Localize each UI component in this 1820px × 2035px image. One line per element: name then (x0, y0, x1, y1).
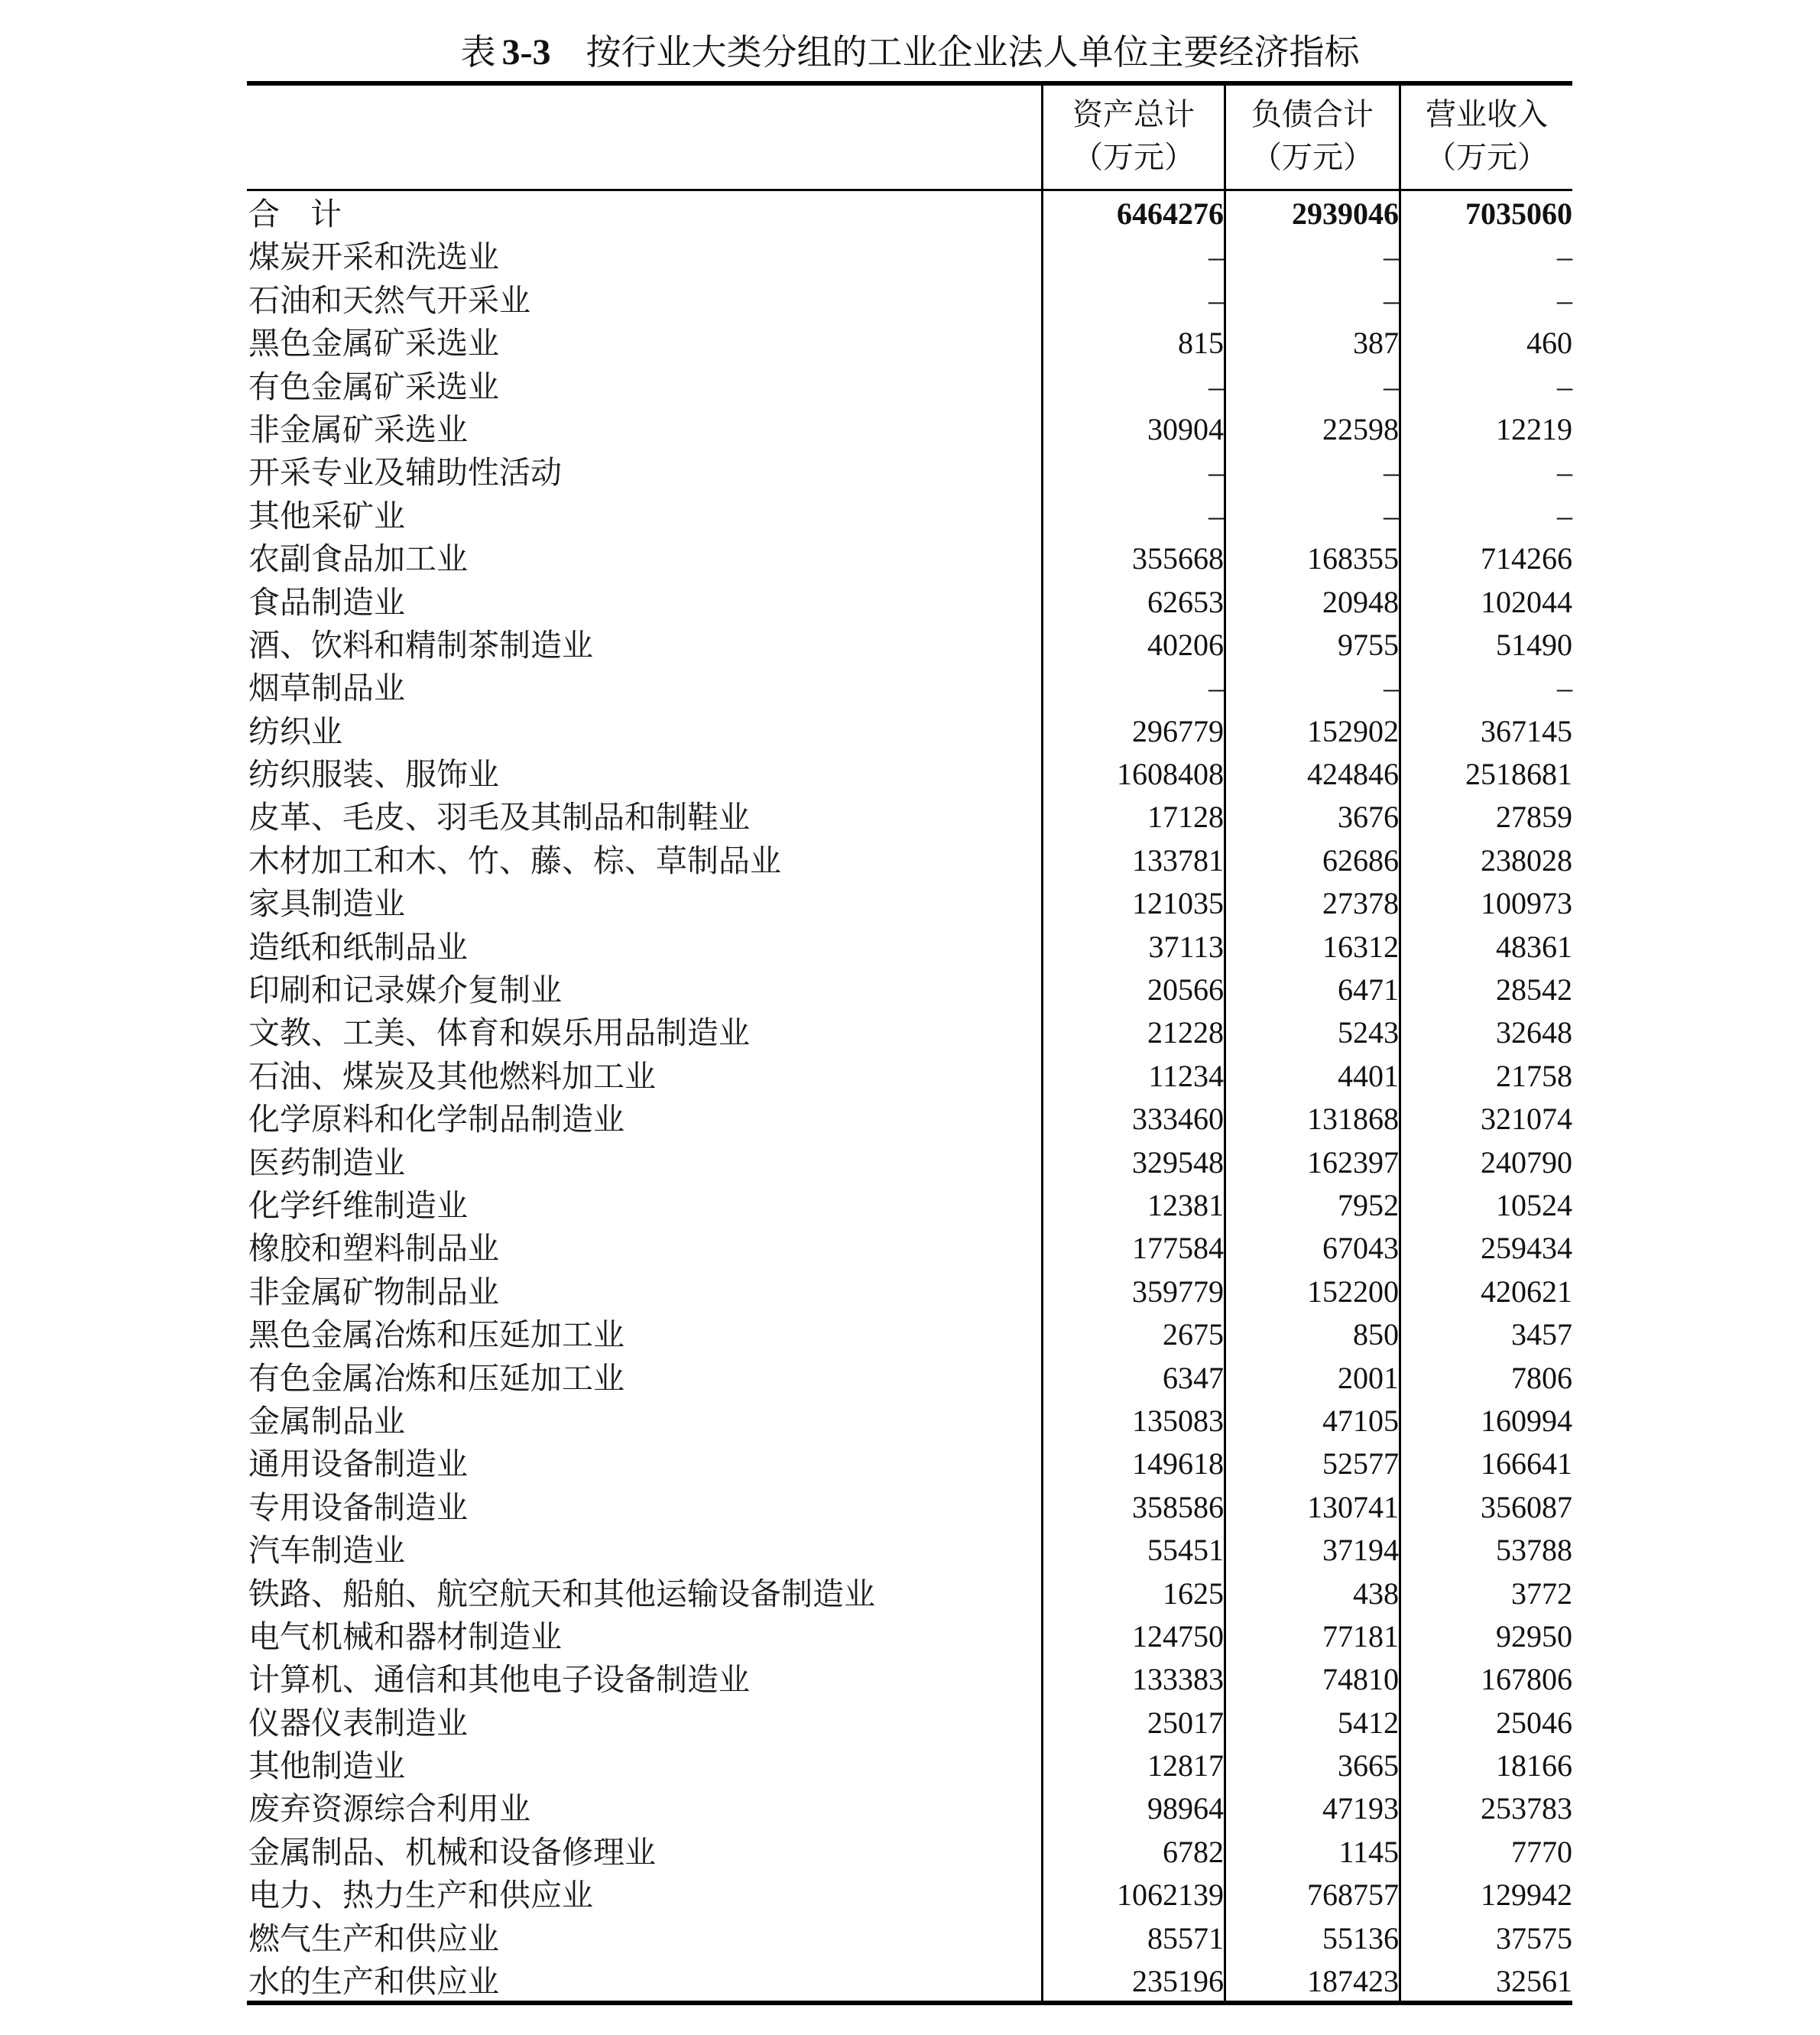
row-label: 电力、热力生产和供应业 (248, 1877, 593, 1914)
table-row (247, 1831, 1572, 1874)
cell-total-assets: 6782 (1163, 1834, 1224, 1869)
cell-total-liabilities: – (1384, 239, 1399, 274)
cell-operating-revenue: 48361 (1496, 929, 1572, 964)
row-label: 有色金属矿采选业 (248, 368, 499, 405)
cell-operating-revenue: 714266 (1481, 541, 1572, 576)
cell-total-assets: 17128 (1147, 800, 1224, 835)
cell-operating-revenue: 129942 (1481, 1878, 1572, 1913)
table-row (247, 710, 1572, 753)
table-row (247, 1400, 1572, 1443)
cell-total-liabilities: 16312 (1322, 929, 1399, 964)
cell-total-liabilities: 37194 (1322, 1533, 1399, 1568)
cell-total-liabilities: – (1384, 368, 1399, 404)
row-label: 合计 (248, 196, 372, 232)
cell-total-assets: 40206 (1147, 627, 1224, 662)
table-row (247, 1960, 1572, 2003)
cell-operating-revenue: 238028 (1481, 842, 1572, 878)
cell-total-assets: 12381 (1147, 1187, 1224, 1222)
cell-total-assets: 62653 (1147, 584, 1224, 619)
cell-total-liabilities: 52577 (1322, 1446, 1399, 1482)
table-row (247, 1874, 1572, 1917)
cell-operating-revenue: 367145 (1481, 713, 1572, 748)
row-label: 水的生产和供应业 (248, 1963, 499, 2001)
table-row (247, 624, 1572, 667)
cell-total-liabilities: 3665 (1338, 1748, 1399, 1783)
cell-operating-revenue: 240790 (1481, 1144, 1572, 1180)
row-label: 仪器仪表制造业 (248, 1704, 468, 1741)
cell-total-assets: 11234 (1148, 1058, 1224, 1093)
cell-total-assets: – (1208, 239, 1224, 274)
cell-total-liabilities: 47193 (1322, 1791, 1399, 1826)
row-label: 纺织业 (248, 712, 342, 750)
cell-operating-revenue: 420621 (1481, 1274, 1572, 1309)
cell-total-liabilities: 4401 (1338, 1058, 1399, 1093)
cell-operating-revenue: 10524 (1496, 1187, 1572, 1222)
table-row (247, 1313, 1572, 1356)
table-number: 3-3 (501, 32, 551, 73)
cell-operating-revenue: 37575 (1496, 1920, 1572, 1955)
row-label: 化学原料和化学制品制造业 (248, 1101, 625, 1138)
row-label: 通用设备制造业 (248, 1446, 468, 1483)
table-row-total (247, 193, 1572, 235)
cell-operating-revenue: – (1557, 368, 1572, 404)
cell-total-liabilities: 62686 (1322, 842, 1399, 878)
cell-total-assets: – (1208, 670, 1224, 706)
table-row (247, 1702, 1572, 1745)
cell-total-assets: 121035 (1132, 886, 1224, 921)
table-row (247, 495, 1572, 537)
table-row (247, 322, 1572, 365)
cell-operating-revenue: 25046 (1496, 1705, 1572, 1740)
column-header-operating-revenue (1401, 93, 1572, 185)
cell-total-liabilities: 6471 (1338, 972, 1399, 1008)
cell-total-liabilities: 438 (1353, 1576, 1399, 1611)
table-row (247, 408, 1572, 451)
cell-total-liabilities: 67043 (1322, 1231, 1399, 1266)
cell-operating-revenue: 166641 (1481, 1446, 1572, 1482)
column-header-unit: （万元） (1072, 140, 1195, 175)
cell-total-assets: 21228 (1147, 1015, 1224, 1050)
column-header-unit: （万元） (1251, 140, 1374, 175)
cell-total-liabilities: 152902 (1307, 713, 1399, 748)
cell-operating-revenue: 32648 (1496, 1015, 1572, 1050)
cell-total-assets: 6464276 (1117, 196, 1224, 231)
cell-total-liabilities: – (1384, 455, 1399, 490)
cell-total-assets: 20566 (1147, 972, 1224, 1008)
table-body (247, 193, 1572, 2003)
cell-operating-revenue: – (1557, 455, 1572, 490)
table-row (247, 1615, 1572, 1658)
table-row (247, 1271, 1572, 1313)
table-row (247, 1227, 1572, 1270)
row-label: 黑色金属矿采选业 (248, 325, 499, 362)
cell-operating-revenue: 27859 (1496, 800, 1572, 835)
cell-total-liabilities: 187423 (1307, 1964, 1399, 1999)
table-row (247, 839, 1572, 882)
cell-operating-revenue: 18166 (1496, 1748, 1572, 1783)
cell-total-assets: 55451 (1147, 1533, 1224, 1568)
row-label: 铁路、船舶、航空航天和其他运输设备制造业 (248, 1575, 875, 1612)
cell-total-liabilities: 162397 (1307, 1144, 1399, 1180)
table-row (247, 1141, 1572, 1184)
cell-total-assets: 135083 (1132, 1403, 1224, 1438)
cell-operating-revenue: – (1557, 498, 1572, 533)
cell-total-liabilities: 22598 (1322, 411, 1399, 446)
cell-total-liabilities: 3676 (1338, 800, 1399, 835)
cell-operating-revenue: 167806 (1481, 1662, 1572, 1697)
cell-total-liabilities: 1145 (1338, 1834, 1399, 1869)
cell-total-assets: 6347 (1163, 1360, 1224, 1395)
cell-total-assets: 124750 (1132, 1618, 1224, 1654)
cell-total-assets: 329548 (1132, 1144, 1224, 1180)
cell-total-liabilities: 20948 (1322, 584, 1399, 619)
row-label: 印刷和记录媒介复制业 (248, 972, 562, 1009)
cell-total-liabilities: 5412 (1338, 1705, 1399, 1740)
cell-operating-revenue: 3457 (1511, 1317, 1572, 1352)
row-label: 木材加工和木、竹、藤、棕、草制品业 (248, 842, 781, 879)
cell-total-assets: 333460 (1132, 1102, 1224, 1137)
cell-total-assets: 1625 (1163, 1576, 1224, 1611)
cell-operating-revenue: 3772 (1511, 1576, 1572, 1611)
cell-operating-revenue: 32561 (1496, 1964, 1572, 1999)
row-label: 金属制品、机械和设备修理业 (248, 1833, 656, 1871)
row-label: 食品制造业 (248, 583, 405, 621)
cell-total-liabilities: 130741 (1307, 1489, 1399, 1524)
cell-total-liabilities: 168355 (1307, 541, 1399, 576)
cell-operating-revenue: 28542 (1496, 972, 1572, 1008)
table-header-rule (247, 189, 1572, 191)
row-label: 橡胶和塑料制品业 (248, 1230, 499, 1267)
row-label: 燃气生产和供应业 (248, 1920, 499, 1957)
table-top-rule (247, 81, 1572, 86)
table-row (247, 753, 1572, 796)
column-header-name: 营业收入 (1426, 97, 1548, 132)
row-label: 文教、工美、体育和娱乐用品制造业 (248, 1014, 750, 1052)
cell-total-assets: 355668 (1132, 541, 1224, 576)
cell-operating-revenue: 253783 (1481, 1791, 1572, 1826)
table-row (247, 1486, 1572, 1529)
row-label: 汽车制造业 (248, 1532, 405, 1569)
table-row (247, 926, 1572, 969)
cell-total-assets: 149618 (1132, 1446, 1224, 1482)
cell-total-assets: 30904 (1147, 411, 1224, 446)
cell-total-liabilities: – (1384, 670, 1399, 706)
table-row (247, 1745, 1572, 1787)
row-label: 有色金属冶炼和压延加工业 (248, 1359, 625, 1397)
cell-total-assets: – (1208, 455, 1224, 490)
row-label: 黑色金属冶炼和压延加工业 (248, 1316, 625, 1354)
row-label: 烟草制品业 (248, 670, 405, 707)
cell-operating-revenue: 100973 (1481, 886, 1572, 921)
column-header-total-liabilities (1226, 93, 1399, 185)
table-row (247, 451, 1572, 494)
cell-total-assets: – (1208, 368, 1224, 404)
cell-total-assets: 133383 (1132, 1662, 1224, 1697)
cell-operating-revenue: 21758 (1496, 1058, 1572, 1093)
cell-total-liabilities: 9755 (1338, 627, 1399, 662)
row-label: 计算机、通信和其他电子设备制造业 (248, 1661, 750, 1699)
table-row (247, 667, 1572, 709)
table-row (247, 1443, 1572, 1485)
table-title-prefix: 表 (460, 31, 496, 73)
row-label: 造纸和纸制品业 (248, 928, 468, 966)
row-label: 煤炭开采和洗选业 (248, 239, 499, 276)
cell-total-assets: – (1208, 282, 1224, 317)
cell-total-liabilities: – (1384, 282, 1399, 317)
row-label: 非金属矿物制品业 (248, 1273, 499, 1310)
cell-total-assets: 359779 (1132, 1274, 1224, 1309)
table-row (247, 882, 1572, 925)
cell-operating-revenue: 356087 (1481, 1489, 1572, 1524)
cell-total-liabilities: 55136 (1322, 1920, 1399, 1955)
cell-total-liabilities: 74810 (1322, 1662, 1399, 1697)
column-header-unit: （万元） (1426, 140, 1548, 175)
cell-total-liabilities: 424846 (1307, 757, 1399, 792)
row-label: 酒、饮料和精制茶制造业 (248, 626, 593, 664)
cell-total-liabilities: 2001 (1338, 1360, 1399, 1395)
row-label: 非金属矿采选业 (248, 411, 468, 448)
table-row (247, 1529, 1572, 1572)
cell-operating-revenue: – (1557, 282, 1572, 317)
cell-total-assets: 12817 (1147, 1748, 1224, 1783)
row-label: 农副食品加工业 (248, 540, 468, 578)
row-label: 其他采矿业 (248, 497, 405, 534)
row-label: 废弃资源综合利用业 (248, 1790, 530, 1828)
cell-total-liabilities: 77181 (1322, 1618, 1399, 1654)
cell-operating-revenue: 460 (1526, 326, 1572, 361)
cell-total-liabilities: 27378 (1322, 886, 1399, 921)
cell-total-liabilities: 768757 (1307, 1878, 1399, 1913)
table-row (247, 969, 1572, 1011)
table-title (0, 29, 1820, 75)
cell-total-assets: 98964 (1147, 1791, 1224, 1826)
cell-total-liabilities: 7952 (1338, 1187, 1399, 1222)
cell-total-assets: 235196 (1132, 1964, 1224, 1999)
cell-operating-revenue: – (1557, 670, 1572, 706)
table-title-text: 按行业大类分组的工业企业法人单位主要经济指标 (586, 31, 1360, 73)
cell-total-assets: 296779 (1132, 713, 1224, 748)
cell-operating-revenue: 2518681 (1465, 757, 1572, 792)
row-label: 金属制品业 (248, 1402, 405, 1439)
cell-total-assets: 2675 (1163, 1317, 1224, 1352)
cell-total-assets: 133781 (1132, 842, 1224, 878)
cell-operating-revenue: 53788 (1496, 1533, 1572, 1568)
column-header-total-assets (1043, 93, 1224, 185)
cell-operating-revenue: 102044 (1481, 584, 1572, 619)
table-row (247, 537, 1572, 580)
table-row (247, 1184, 1572, 1227)
cell-total-assets: 815 (1178, 326, 1224, 361)
cell-operating-revenue: 12219 (1496, 411, 1572, 446)
row-label: 皮革、毛皮、羽毛及其制品和制鞋业 (248, 799, 750, 836)
table-row (247, 279, 1572, 322)
table-row (247, 1011, 1572, 1054)
cell-total-liabilities: 47105 (1322, 1403, 1399, 1438)
row-label: 医药制造业 (248, 1144, 405, 1181)
table-row (247, 796, 1572, 839)
cell-operating-revenue: 321074 (1481, 1102, 1572, 1137)
cell-total-liabilities: – (1384, 498, 1399, 533)
cell-total-liabilities: 2939046 (1292, 196, 1399, 231)
cell-total-assets: 1062139 (1117, 1878, 1224, 1913)
cell-total-assets: 177584 (1132, 1231, 1224, 1266)
column-header-name: 负债合计 (1251, 97, 1374, 132)
row-label: 家具制造业 (248, 885, 405, 923)
cell-total-assets: 1608408 (1117, 757, 1224, 792)
cell-total-assets: 37113 (1148, 929, 1224, 964)
cell-total-liabilities: 850 (1353, 1317, 1399, 1352)
table-row (247, 235, 1572, 278)
row-label: 石油、煤炭及其他燃料加工业 (248, 1057, 656, 1095)
table-row (247, 1917, 1572, 1960)
cell-total-assets: 25017 (1147, 1705, 1224, 1740)
row-label: 石油和天然气开采业 (248, 281, 530, 319)
table-row (247, 1055, 1572, 1098)
cell-operating-revenue: 51490 (1496, 627, 1572, 662)
row-label: 开采专业及辅助性活动 (248, 454, 562, 492)
cell-total-liabilities: 5243 (1338, 1015, 1399, 1050)
cell-total-liabilities: 131868 (1307, 1102, 1399, 1137)
cell-total-assets: 85571 (1147, 1920, 1224, 1955)
cell-operating-revenue: 7806 (1511, 1360, 1572, 1395)
cell-total-liabilities: 387 (1353, 326, 1399, 361)
cell-operating-revenue: 7770 (1511, 1834, 1572, 1869)
table-row (247, 1572, 1572, 1615)
cell-operating-revenue: 92950 (1496, 1618, 1572, 1654)
row-label: 纺织服装、服饰业 (248, 756, 499, 794)
row-label: 其他制造业 (248, 1748, 405, 1785)
table-row (247, 1658, 1572, 1701)
column-header-name: 资产总计 (1072, 97, 1195, 132)
cell-total-assets: – (1208, 498, 1224, 533)
table-row (247, 1787, 1572, 1830)
cell-operating-revenue: – (1557, 239, 1572, 274)
table-row (247, 365, 1572, 408)
row-label: 专用设备制造业 (248, 1488, 468, 1526)
table-row (247, 581, 1572, 624)
table-row (247, 1357, 1572, 1400)
table-row (247, 1098, 1572, 1141)
cell-operating-revenue: 160994 (1481, 1403, 1572, 1438)
cell-operating-revenue: 7035060 (1465, 196, 1572, 231)
cell-operating-revenue: 259434 (1481, 1231, 1572, 1266)
row-label: 化学纤维制造业 (248, 1186, 468, 1224)
cell-total-liabilities: 152200 (1307, 1274, 1399, 1309)
row-label: 电气机械和器材制造业 (248, 1618, 562, 1655)
cell-total-assets: 358586 (1132, 1489, 1224, 1524)
